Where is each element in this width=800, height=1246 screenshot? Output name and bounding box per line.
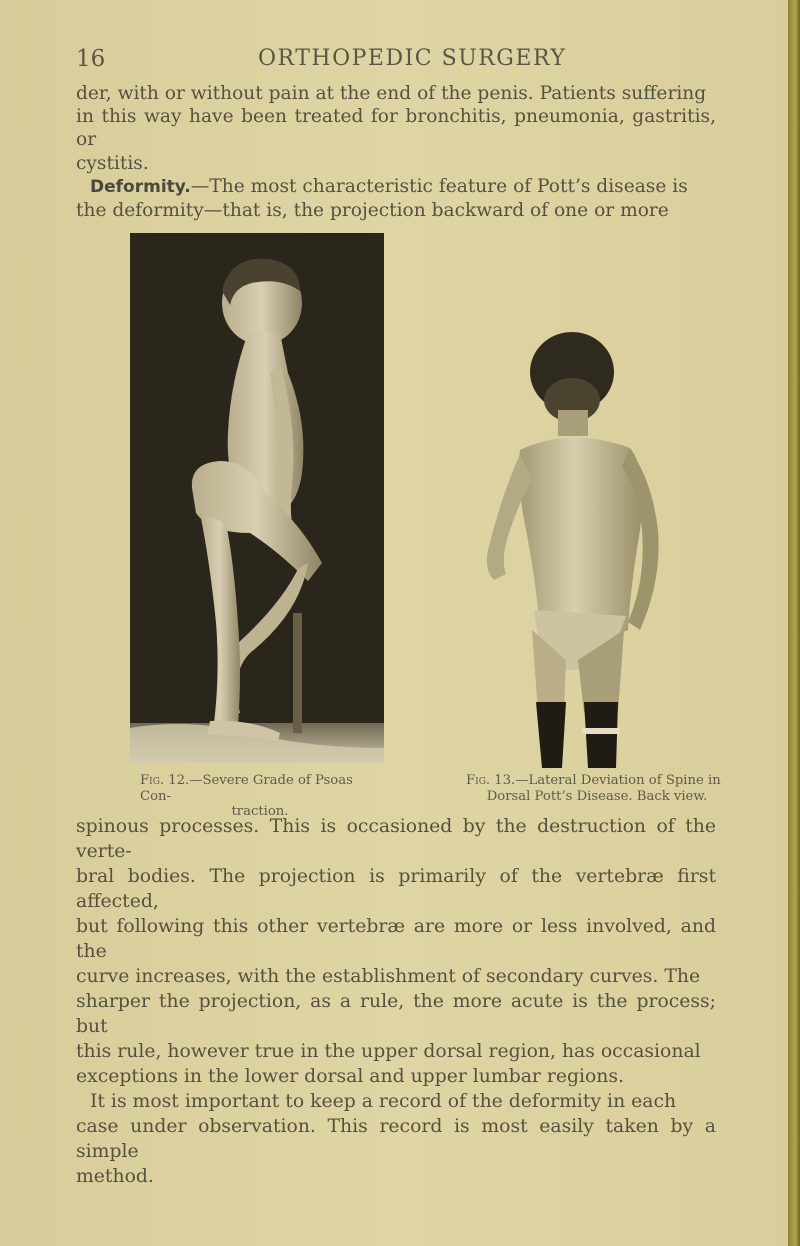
text-line: but following this other vertebræ are more or less involved, and the <box>76 916 716 962</box>
text-line: sharper the projection, as a rule, the more acute is the process; but <box>76 991 716 1037</box>
figure-12-caption-line: —Severe Grade of Psoas Con- <box>140 773 353 804</box>
text-line: case under observation. This record is most easily taken by a simple <box>76 1116 716 1162</box>
deformity-paragraph <box>76 175 716 199</box>
text-line: der, with or without pain at the end of the penis. Patients suffering <box>76 83 707 104</box>
figure-12-caption-line: traction. <box>231 804 289 819</box>
text-line: bral bodies. The projection is primarily of the vertebræ first affected, <box>76 866 716 912</box>
figure-12-photo <box>130 233 384 763</box>
text-line: spinous processes. This is occasioned by the destruction of the verte- <box>76 816 716 862</box>
text-line: the deformity—that is, the projection backward of one or more <box>76 200 669 222</box>
runin-heading: Deformity. <box>90 176 191 197</box>
text-line: this rule, however true in the upper dorsal region, has occasional <box>76 1041 701 1062</box>
figure-13-caption-line: —Lateral Deviation of Spine in <box>515 773 721 788</box>
page-edge <box>788 0 800 1246</box>
text-line: It is most important to keep a record of the deformity in each <box>90 1091 677 1112</box>
figure-13-caption <box>466 773 728 804</box>
paragraph-top <box>76 82 716 222</box>
text-line: exceptions in the lower dorsal and upper lumbar regions. <box>76 1066 625 1087</box>
running-title: ORTHOPEDIC SURGERY <box>258 46 567 71</box>
text-line: method. <box>76 1166 154 1187</box>
figure-13-photo <box>480 330 665 770</box>
page-header <box>0 40 788 80</box>
text-line: cystitis. <box>76 152 149 174</box>
figure-12-caption <box>140 773 380 820</box>
paragraph-bottom <box>76 814 716 1189</box>
figure-13-caption-line: Dorsal Pott’s Disease. Back view. <box>486 788 708 804</box>
text-line: curve increases, with the establishment of secondary curves. The <box>76 966 701 987</box>
figure-13-label: Fig. 13. <box>466 773 516 788</box>
text-line: in this way have been treated for bronchitis, pneumonia, gastritis, or <box>76 106 716 151</box>
page-number: 16 <box>76 46 106 72</box>
figure-12-label: Fig. 12. <box>140 773 190 788</box>
text-line: —The most characteristic feature of Pott’s disease is <box>190 175 688 197</box>
